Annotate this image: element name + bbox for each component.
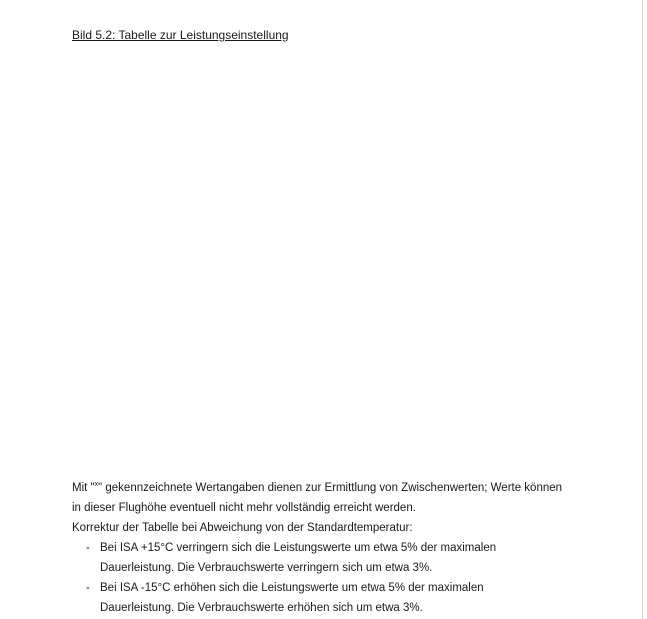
bullet-isa-minus-15 [72,578,632,598]
bullet-dash: - [86,542,90,554]
bullet2-line-a: Bei ISA -15°C erhöhen sich die Leistungswerte um etwa 5% der maximalen [100,582,484,594]
note-line-3: Korrektur der Tabelle bei Abweichung von der Standardtemperatur: [72,522,413,534]
figure-title: Bild 5.2: Tabelle zur Leistungseinstellung [72,28,289,42]
bullet-isa-minus-15-cont [72,598,632,618]
note-marker-explanation: Mit "$^x$" gekennzeichnete Wertangaben dienen zur Ermittlung von Zwischenwerten; Werte können [72,481,563,494]
bullet-isa-plus-15 [72,538,632,558]
page-edge-line [642,0,643,619]
bullet-dash: - [86,582,90,594]
note-line1-rest: gekennzeichnete Wertangaben dienen zur Ermittlung von Zwischenwerten; Werte können [105,482,563,494]
note-marker-symbol: x [94,481,99,489]
notes-section [72,478,632,618]
bullet1-line-a: Bei ISA +15°C verringern sich die Leistungswerte um etwa 5% der maximalen [100,542,497,554]
bullet-isa-plus-15-cont [72,558,632,578]
bullet1-line-b: Dauerleistung. Die Verbrauchswerte verringern sich um etwa 3%. [100,562,433,574]
note-line-2: in dieser Flughöhe eventuell nicht mehr vollständig erreicht werden. [72,502,416,514]
bullet2-line-b: Dauerleistung. Die Verbrauchswerte erhöhen sich um etwa 3%. [100,602,423,614]
